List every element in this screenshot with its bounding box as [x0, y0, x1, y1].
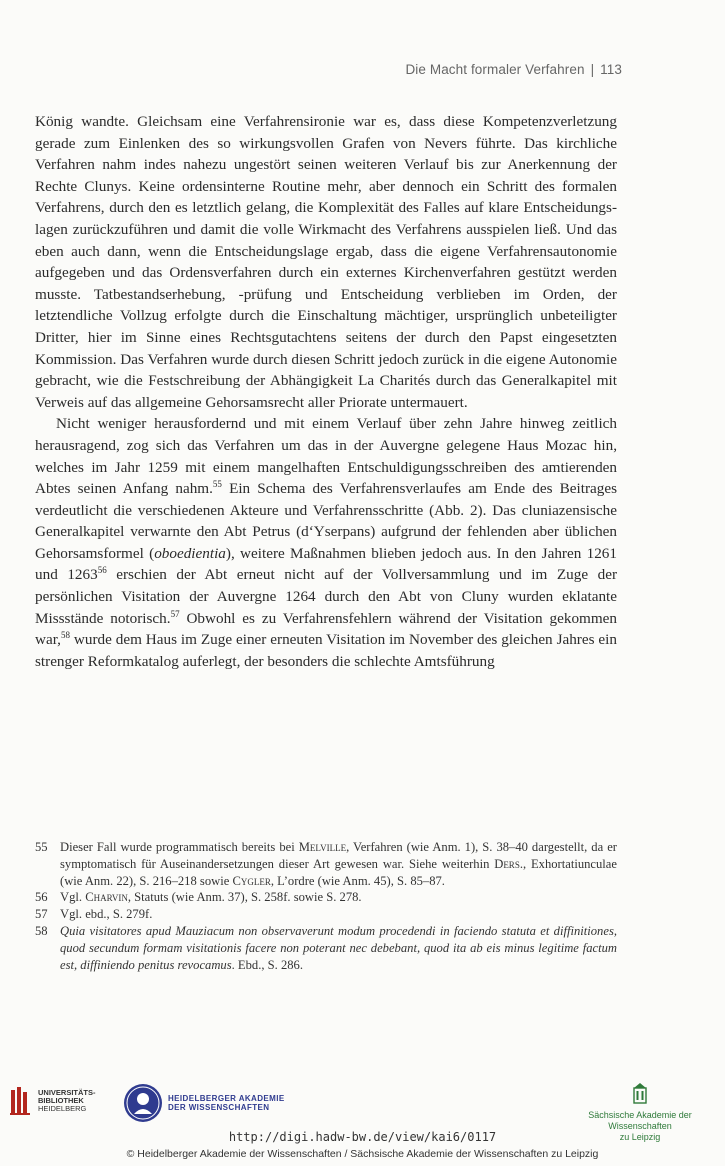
- footnote-segment: . Ebd., S. 286.: [231, 957, 303, 972]
- footnote-57: [35, 906, 617, 923]
- footnote-ref-55[interactable]: 55: [212, 479, 222, 490]
- saw-line-2: zu Leipzig: [619, 1132, 661, 1142]
- ub-logo-text: [38, 1089, 96, 1114]
- running-title: Die Macht formaler Verfahren: [405, 62, 585, 77]
- paragraph-2-text-f: wurde dem Haus im Zuge einer erneuten Visitation im November des gleichen Jahres ein strenger Reformkatalog auferlegt, der besonders die schlechte Amtsführung: [35, 631, 617, 670]
- hak-line-2: DER WISSENSCHAFTEN: [168, 1103, 270, 1112]
- footnote-number: 57: [35, 907, 48, 922]
- footnote-text: Vgl. ebd., S. 279f.: [60, 907, 153, 922]
- footnote-ref-57[interactable]: 57: [170, 608, 180, 619]
- latin-quote: Quia visitatores apud Mauziacum non observaverunt modum procedendi in faciendo statuta et diffinitiones, quod secundum formam visitationis facere non poterant nec debebant, quod ita ab eis minus legitime factum est, diffiniendo penitus revocamus: [60, 923, 617, 972]
- footnote-text: [60, 889, 617, 906]
- hak-seal-icon: [124, 1084, 162, 1122]
- footnote-ref-58[interactable]: 58: [60, 630, 70, 641]
- footnote-segment: , Statuts (wie Anm. 37), S. 258f. sowie S. 278.: [127, 890, 362, 905]
- hak-logo[interactable]: [124, 1084, 285, 1122]
- header-separator: |: [590, 62, 595, 77]
- paragraph-2: [35, 413, 617, 672]
- footnote-text: [60, 923, 617, 973]
- author-name: Ders: [494, 856, 520, 871]
- paragraph-2-text-a: Nicht weniger herausfordernd und mit einem Verlauf über zehn Jahre hinweg zeitlich herausragend, zog sich das Verfahren um das in der Auvergne gelegene Haus Mozac hin, welches im Jahr 1259 mit einem mangelhaften Entschuldigungsschreiben des amtierenden Abtes seinen Anfang nahm.: [35, 415, 617, 498]
- footnotes: [35, 839, 617, 973]
- footnote-segment: Vgl.: [60, 890, 86, 905]
- hak-line-1: HEIDELBERGER AKADEMIE: [168, 1093, 285, 1103]
- footnote-number: 58: [35, 923, 48, 938]
- main-text: [35, 111, 617, 672]
- author-name: Cygler: [232, 873, 271, 888]
- permalink[interactable]: http://digi.hadw-bw.de/view/kai6/0117: [228, 1130, 497, 1144]
- saw-building-icon: [633, 1082, 647, 1104]
- footnote-segment: Dieser Fall wurde programmatisch bereits bei: [60, 840, 299, 854]
- saw-line-1: Sächsische Akademie der Wissenschaften: [588, 1110, 692, 1131]
- footnote-58: [35, 923, 617, 973]
- page-number: 113: [600, 62, 622, 77]
- ub-line-2: BIBLIOTHEK: [38, 1095, 84, 1105]
- footnote-ref-56[interactable]: 56: [97, 565, 107, 576]
- footnote-segment: , L’ordre (wie Anm. 45), S. 85–87.: [270, 873, 445, 888]
- footnote-number: 55: [35, 840, 48, 854]
- ub-logo-icon: [10, 1086, 32, 1116]
- author-name: Melville: [298, 840, 347, 854]
- author-name: Charvin: [85, 890, 128, 905]
- paragraph-1: König wandte. Gleichsam eine Verfahrensironie war es, dass diese Kompetenzverletzung gerade zum Einlenken des so wirkungsvollen Grafen von Nevers führte. Das kirchliche Verfahren nahm indes nahezu ungestört seinen weiteren Verlauf bis zur Anerkennung der Rechte Clunys. Keine ordensinterne Routine mehr, aber dennoch ein Schritt des formalen Verfahrens, durch den es letztlich gelang, die Komplexität des Falles auf klare Entscheidungslagen zurückzuführen und damit die volle Wirkmacht des Verfahrens ausspielen ließ. Und das eben auch dann, wenn die Entscheidungslage ergab, dass die eigene Verfahrensautonomie aufgegeben und das Ordensverfahren durch ein externes Kirchenverfahren gestützt werden musste. Tatbestandserhebung, -prüfung und Entscheidung verblieben im Orden, der letztendliche Vollzug erfolgte durch die Einschaltung mächtiger, ursprünglich unbeteiligter Dritter, hier im Sinne eines Rechtsgutachtens seitens der durch den Papst eingesetzten Kommission. Das Verfahren wurde durch diesen Schritt jedoch zurück in die eigene Autonomie gebracht, wie die Festschreibung der Abhängigkeit La Charités durch das Generalkapitel mit Verweis auf das allgemeine Gehorsamsrecht aller Priorate untermauert.: [35, 113, 617, 411]
- running-header: [405, 62, 622, 77]
- hak-logo-text: [168, 1094, 285, 1113]
- footnote-55: [35, 839, 617, 889]
- footnote-number: 56: [35, 890, 48, 905]
- footnote-56: [35, 889, 617, 906]
- copyright-notice: © Heidelberger Akademie der Wissenschaften / Sächsische Akademie der Wissenschaften zu Leipzig: [126, 1148, 599, 1160]
- italic-term: oboedientia: [154, 544, 226, 562]
- footnote-segment: , Verfahren (wie Anm. 1), S. 38–40 dargestellt, da er symptomatisch für Auseinandersetzungen dieser Art gewesen war. Siehe weiterhin: [60, 840, 617, 871]
- paragraph-2-text-c: ), weitere Maßnahmen blieben jedoch aus. In den Jahren 1261 und 1263: [35, 544, 617, 584]
- paragraph-2-text-e: Obwohl es zu Verfahrensfehlern während der Visitation gekommen war,: [35, 609, 617, 649]
- ub-line-1: UNIVERSITÄTS-: [38, 1087, 96, 1097]
- footnote-text: [60, 839, 617, 889]
- ub-heidelberg-logo[interactable]: [10, 1086, 96, 1116]
- paragraph-2-text-b: Ein Schema des Verfahrensverlaufes am Ende des Beitrages verdeutlicht die verschiedenen Akteure und Verfahrensschritte (Abb. 2). Das cluniazensische Generalkapitel verwarnte den Abt Petrus (d‘Yserpans) aufgrund der fehlenden aber üblichen Gehorsamsformel (: [35, 480, 617, 562]
- footnote-segment: ., Exhortatiunculae (wie Anm. 22), S. 216–218 sowie: [60, 856, 617, 888]
- paragraph-2-text-d: erschien der Abt erneut nicht auf der Vollversammlung und im Zuge der persönlichen Visitation der Auvergne 1264 durch den Abt von Cluny wurden eklatante Missstände notorisch.: [35, 566, 618, 627]
- ub-line-3: HEIDELBERG: [38, 1104, 87, 1114]
